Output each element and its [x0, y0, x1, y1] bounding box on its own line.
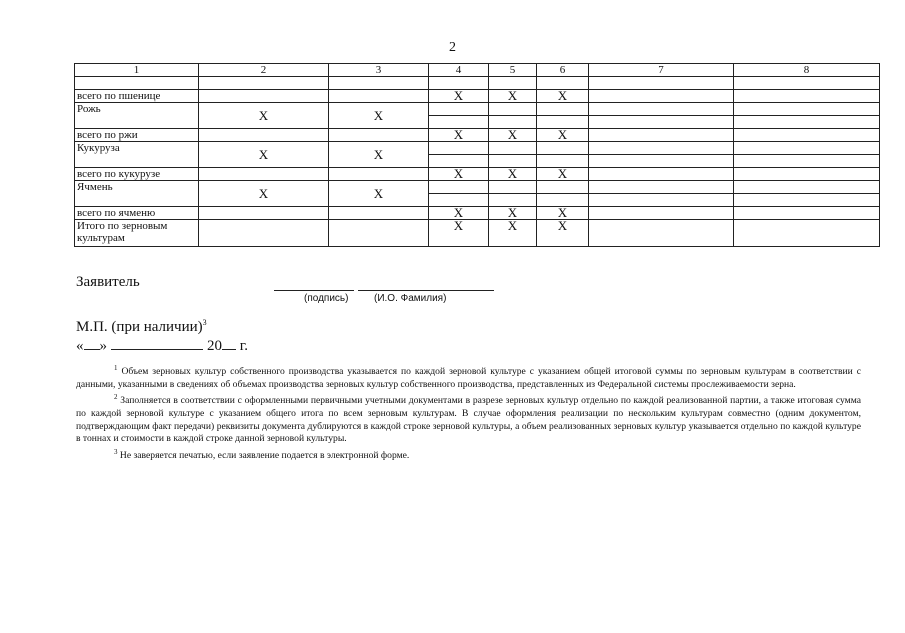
x-mark: X: [489, 90, 537, 103]
x-mark: X: [329, 181, 429, 207]
footnote-ref: 3: [202, 318, 207, 327]
row-label-rye-total: всего по ржи: [75, 129, 199, 142]
signature-caption: (подпись): [304, 293, 349, 304]
x-mark: X: [537, 129, 589, 142]
row-label-barley: Ячмень: [75, 181, 199, 207]
col-header: 4: [429, 64, 489, 77]
table-row: [75, 220, 880, 247]
x-mark: X: [537, 207, 589, 220]
row-label-corn-total: всего по кукурузе: [75, 168, 199, 181]
grain-table: [74, 63, 880, 247]
table-header-row: [75, 64, 880, 77]
table-row: [75, 77, 880, 90]
footnote-3: $^3$ Не заверяется печатью, если заявление подается в электронной форме.: [114, 447, 410, 462]
x-mark: X: [429, 90, 489, 103]
col-header: 2: [199, 64, 329, 77]
table-row: [75, 207, 880, 220]
x-mark: X: [537, 220, 589, 247]
x-mark: X: [199, 103, 329, 129]
table-row: [75, 168, 880, 181]
date-line: « » 20 г.: [76, 338, 248, 354]
x-mark: X: [429, 220, 489, 247]
x-mark: X: [429, 129, 489, 142]
col-header: 5: [489, 64, 537, 77]
row-label-rye: Рожь: [75, 103, 199, 129]
page-number: 2: [449, 40, 456, 55]
table-row: [75, 103, 880, 116]
footnote-2: $^2$ Заполняется в соответствии с оформленными первичными учетными документами в разрезе зерновых культур отдельно по каждой реализованной партии, а также итоговая сумма по каждой зерновой культуре с указанием общего итога по всем зерновым культурам. В случае оформления реализации по нескольким культурам совместно (одним документом, подтверждающим факт передачи) реквизиты документа дублируются в каждой строке зерновой культуры, а объем реализованных зерновых культур указывается отдельно по каждой культуре в тоннах и стоимости в каждой строке данной зерновой культуры.: [76, 393, 861, 445]
x-mark: X: [489, 168, 537, 181]
name-line: [358, 290, 494, 291]
footnote-1: $^1$ Объем зерновых культур собственного производства указывается по каждой зерновой культуре с указанием общей итоговой суммы по зерновым культурам в соответствии с данными, указанными в сведениях об объемах производства зерновых культур собственного производства, представленных из Федеральной системы прослеживаемости зерна.: [76, 364, 861, 390]
table-row: [75, 90, 880, 103]
col-header: 8: [734, 64, 880, 77]
row-label-wheat-total: всего по пшенице: [75, 90, 199, 103]
x-mark: X: [489, 129, 537, 142]
x-mark: X: [489, 220, 537, 247]
x-mark: X: [329, 103, 429, 129]
footnotes: [76, 362, 861, 463]
col-header: 7: [589, 64, 734, 77]
signature-line: [274, 290, 354, 291]
col-header: 1: [75, 64, 199, 77]
stamp-label: М.П. (при наличии)$^3$: [76, 318, 207, 335]
applicant-label: Заявитель: [76, 274, 140, 290]
col-header: 3: [329, 64, 429, 77]
name-caption: (И.О. Фамилия): [374, 293, 447, 304]
x-mark: X: [489, 207, 537, 220]
x-mark: X: [429, 168, 489, 181]
x-mark: X: [537, 168, 589, 181]
x-mark: X: [429, 207, 489, 220]
row-label-barley-total: всего по ячменю: [75, 207, 199, 220]
table-row: [75, 129, 880, 142]
table-row: [75, 142, 880, 155]
x-mark: X: [199, 142, 329, 168]
x-mark: X: [329, 142, 429, 168]
x-mark: X: [537, 90, 589, 103]
row-label-grand-total: Итого по зерновым культурам: [75, 220, 199, 247]
x-mark: X: [199, 181, 329, 207]
table-row: [75, 181, 880, 194]
col-header: 6: [537, 64, 589, 77]
row-label-corn: Кукуруза: [75, 142, 199, 168]
